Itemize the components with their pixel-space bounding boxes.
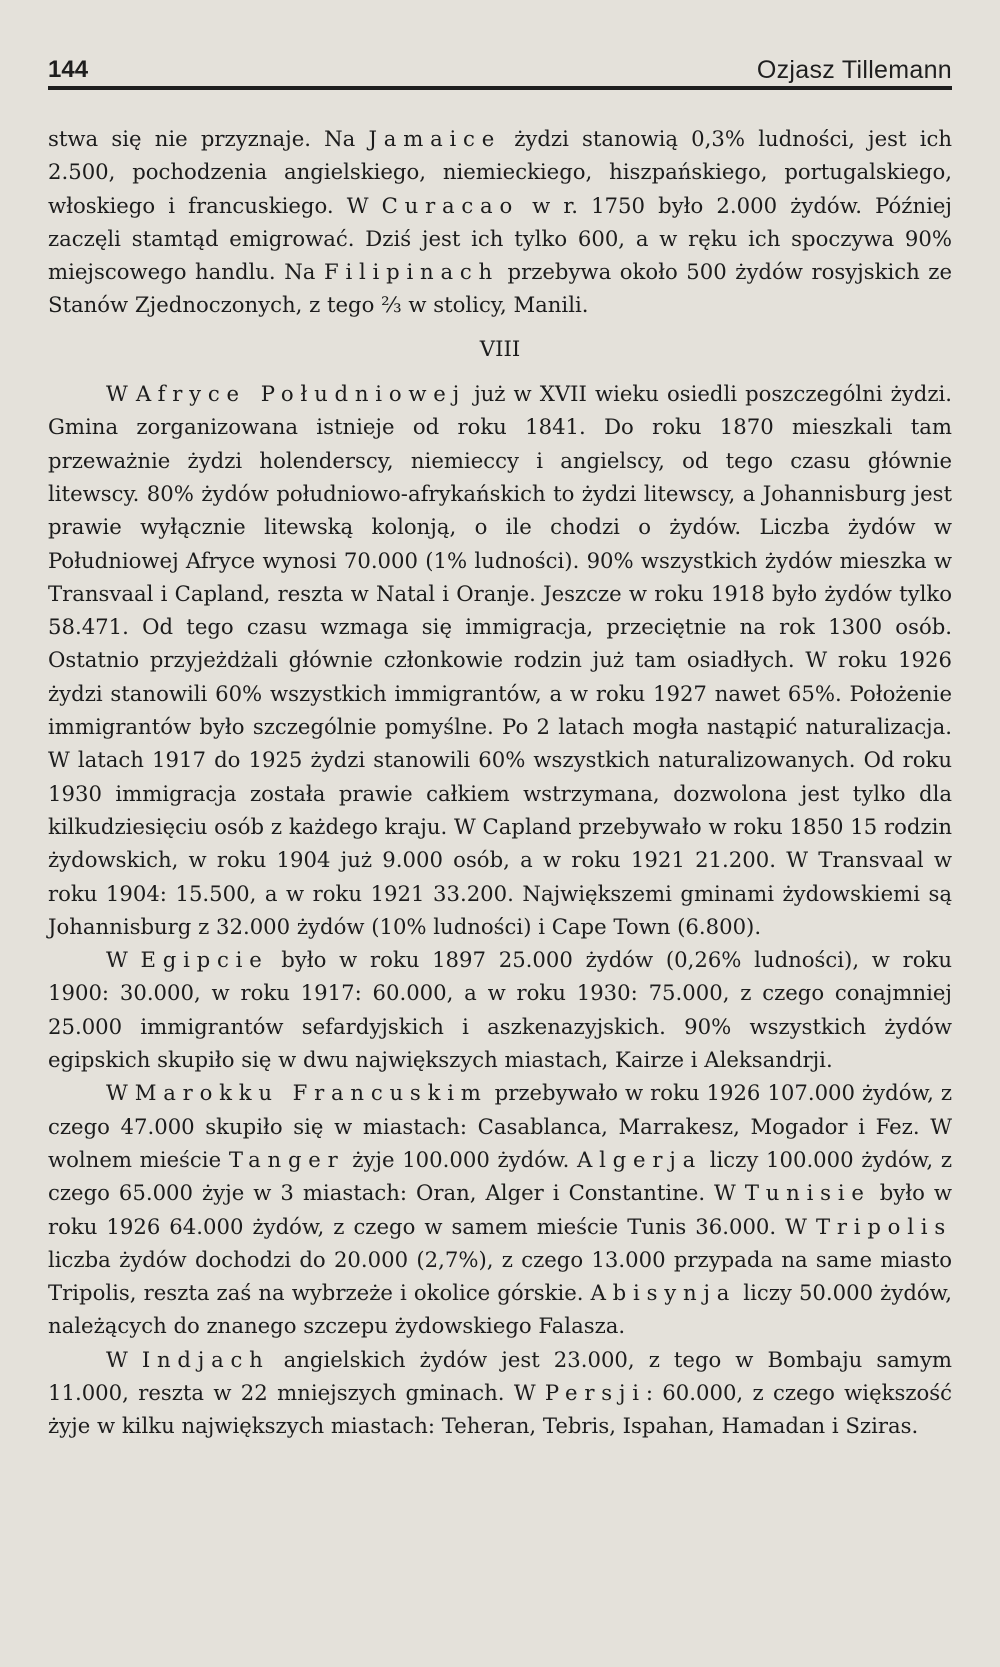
running-head: Ozjasz Tillemann (756, 56, 952, 84)
text-run: stwa się nie przyznaje. Na (48, 126, 369, 151)
spaced-place-name: Tripolis (815, 1213, 952, 1239)
text-run: liczy 50.000 żydów, należących do znanego szczepu żydowskiego Falasza. (48, 1280, 952, 1339)
body-text (48, 122, 952, 1443)
text-run: żydzi stanowią 0,3% ludności, jest ich 2.500, pochodzenia angielskiego, niemieckiego, hiszpańskiego, portugalskiego, włoskiego i francuskiego. W (48, 126, 952, 218)
spaced-place-name: Egipcie (140, 947, 269, 973)
text-run: w r. 1750 było 2.000 żydów. Później zaczęli stamtąd emigrować. Dziś jest ich tylko 600, a w ręku ich spoczywa 90% miejscowego handlu. Na (48, 192, 952, 285)
text-run: przebywa około 500 żydów rosyjskich ze Stanów Zjednoczonych, z tego ⅔ w stolicy, Manili. (48, 259, 952, 318)
page-number: 144 (48, 56, 89, 83)
spaced-place-name: Curacao (381, 192, 520, 218)
spaced-place-name: Algerja (577, 1146, 703, 1172)
text-run: było w roku 1926 64.000 żydów, z czego w samem mieście Tunis 36.000. W (48, 1180, 952, 1239)
spaced-place-name: Filipinach (323, 259, 499, 285)
text-run: liczba żydów dochodzi do 20.000 (2,7%), z czego 13.000 przypada na same miasto Tripolis, reszta zaś na wybrzeże i okolice górskie. (48, 1246, 952, 1306)
spaced-place-name: Marokku Francuskim (134, 1080, 488, 1106)
section-heading: VIII (479, 335, 521, 361)
spaced-place-name: Tanger (228, 1146, 345, 1172)
text-run: przebywało w roku 1926 107.000 żydów, z czego 47.000 skupiło się w miastach: Casablanca, Marrakesz, Mogador i Fez. W wolnem mieście (48, 1080, 952, 1172)
text-run: W (106, 381, 136, 407)
spaced-place-name: Abisynja (590, 1280, 737, 1306)
spaced-place-name: Indjach (141, 1346, 270, 1372)
paragraph-asia (48, 1343, 952, 1443)
text-run: liczy 100.000 żydów, z czego 65.000 żyje w 3 miastach: Oran, Alger i Constantine. W (48, 1146, 953, 1206)
paragraph-egypt (48, 943, 952, 1076)
text-run: W (106, 1346, 142, 1372)
paragraph-south-africa (48, 377, 952, 943)
spaced-place-name: Persji (544, 1379, 646, 1405)
paragraph-americas (48, 122, 952, 322)
text-run: angielskich żydów jest 23.000, z tego w Bombaju samym 11.000, reszta w 22 mniejszych gminach. W (48, 1346, 953, 1405)
spaced-place-name: Tunisie (744, 1180, 871, 1206)
text-run: W (106, 947, 141, 973)
page-header (48, 50, 952, 82)
text-run: już w XVII wieku osiedli poszczególni żydzi. Gmina zorganizowana istnieje od roku 1841. Do roku 1870 mieszkali tam przeważnie żydzi holenderscy, niemieccy i angielscy, od tego czasu głównie litewscy. 80% żydów południowo-afrykańskich to żydzi litewscy, a Johannisburg jest prawie wyłącznie litewską kolonją, o ile chodzi o żydów. Liczba żydów w Południowej Afryce wynosi 70.000 (1% ludności). 90% wszystkich żydów mieszka w Transvaal i Capland, reszta w Natal i Oranje. Jeszcze w roku 1918 było żydów tylko 58.471. Od tego czasu wzmaga się immigracja, przeciętnie na rok 1300 osób. Ostatnio przyjeżdżali głównie członkowie rodzin już tam osiadłych. W roku 1926 żydzi stanowili 60% wszystkich immigrantów, a w roku 1927 nawet 65%. Położenie immigrantów było szczególnie pomyślne. Po 2 latach mogła nastąpić naturalizacja. W latach 1917 do 1925 żydzi stanowili 60% wszystkich naturalizowanych. Od roku 1930 immigracja została prawie całkiem wstrzymana, dozwolona jest tylko dla kilkudziesięciu osób z każdego kraju. W Capland przebywało w roku 1850 15 rodzin żydowskich, w roku 1904 już 9.000 osób, a w roku 1921 21.200. W Transvaal w roku 1904: 15.500, a w roku 1921 33.200. Największemi gminami żydowskiemi są Johannisburg z 32.000 żydów (10% ludności) i Cape Town (6.800). (48, 381, 952, 939)
header-rule (48, 86, 952, 90)
paragraph-north-africa (48, 1076, 952, 1342)
text-run: : 60.000, z czego większość żyje w kilku największych miastach: Teheran, Tebris, Ispahan, Hamadan i Sziras. (48, 1379, 952, 1439)
text-run: żyje 100.000 żydów. (344, 1146, 578, 1172)
spaced-place-name: Jamaice (368, 126, 502, 151)
text-run: było w roku 1897 25.000 żydów (0,26% ludności), w roku 1900: 30.000, w roku 1917: 60.000, a w roku 1930: 75.000, z czego conajmniej 25.000 immigrantów sefardyjskich i aszkenazyjskich. 90% wszystkich żydów egipskich skupiło się w dwu największych miastach, Kairze i Aleksandrji. (48, 947, 952, 1073)
text-run: W (106, 1080, 135, 1106)
spaced-place-name: Afryce Południowej (135, 381, 466, 407)
